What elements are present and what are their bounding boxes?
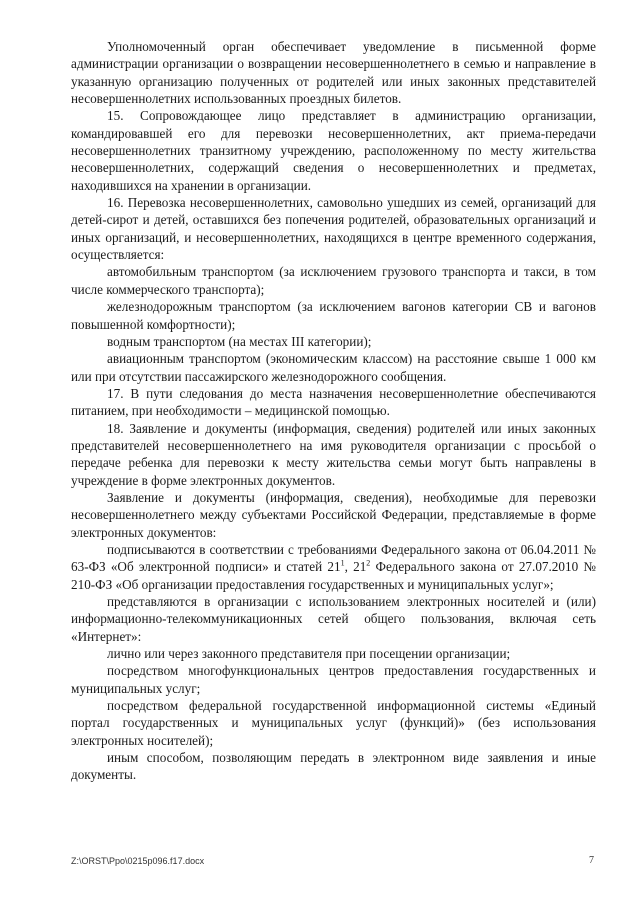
- paragraph-air-transport: авиационным транспортом (экономическим классом) на расстояние свыше 1 000 км или при отсутствии пассажирского железнодорожного сообщения.: [71, 351, 596, 384]
- document-body: [71, 38, 596, 784]
- paragraph-notification: Уполномоченный орган обеспечивает уведомление в письменной форме администрации организации о возвращении несовершеннолетнего в семью и направление в указанную организацию полученных от родителей или иных законных представителей несовершеннолетних использованных проездных билетов.: [71, 39, 596, 107]
- paragraph-17: 17. В пути следования до места назначения несовершеннолетние обеспечиваются питанием, при необходимости – медицинской помощью.: [71, 385, 596, 419]
- paragraph-18: 18. Заявление и документы (информация, сведения) родителей или иных законных представителей несовершеннолетнего на имя руководителя организации с просьбой о передаче ребенка для перевозки к месту жительства семьи могут быть направлены в учреждение в форме электронных документов.: [71, 420, 596, 488]
- paragraph-water-transport: водным транспортом (на местах III категории);: [107, 333, 372, 349]
- signing-text-mid: , 21: [344, 559, 367, 575]
- page-number: 7: [589, 855, 594, 866]
- paragraph-rail-transport: железнодорожным транспортом (за исключением вагонов категории СВ и вагонов повышенной комфортности);: [71, 299, 596, 332]
- paragraph-mfc: посредством многофункциональных центров предоставления государственных и муниципальных услуг;: [71, 663, 596, 696]
- paragraph-electronic-documents: Заявление и документы (информация, сведения), необходимые для перевозки несовершеннолетнего между субъектами Российской Федерации, представляемые в форме электронных документов:: [71, 489, 596, 540]
- paragraph-other-method: иным способом, позволяющим передать в электронном виде заявления и иные документы.: [71, 750, 596, 783]
- paragraph-gosuslugi: посредством федеральной государственной информационной системы «Единый портал государственных и муниципальных услуг (функций)» (без использования электронных носителей);: [71, 698, 596, 748]
- paragraph-16: 16. Перевозка несовершеннолетних, самовольно ушедших из семей, организаций для детей-сирот и детей, оставшихся без попечения родителей, образовательных организаций и иных организаций, и несовершеннолетних, находящихся в центре временного содержания, осуществляется:: [71, 195, 596, 263]
- footer-file-path: Z:\ORST\Ppo\0215p096.f17.docx: [71, 856, 205, 866]
- superscript-article-1: 1: [340, 558, 345, 568]
- paragraph-signing: [71, 541, 596, 593]
- paragraph-in-person: лично или через законного представителя при посещении организации;: [107, 646, 511, 662]
- paragraph-submission-channels: представляются в организации с использованием электронных носителей и (или) информационно-телекоммуникационных сетей общего пользования, включая сеть «Интернет»:: [71, 594, 596, 644]
- signing-text-end: Федерального закона от 27.07.2010 № 210-ФЗ «Об организации предоставления государственных и муниципальных услуг»;: [71, 559, 596, 592]
- signing-text-start: подписываются в соответствии с требованиями Федерального закона от 06.04.2011 № 63-ФЗ «Об электронной подписи» и статей 21: [71, 541, 596, 575]
- paragraph-auto-transport: автомобильным транспортом (за исключением грузового транспорта и такси, в том числе коммерческого транспорта);: [71, 264, 596, 297]
- paragraph-15: 15. Сопровождающее лицо представляет в администрацию организации, командировавшей его для перевозки несовершеннолетних, акт приема-передачи несовершеннолетних транзитному учреждению, расположенному по месту жительства несовершеннолетних, содержащий сведения о несовершеннолетних и предметах, находившихся на хранении в организации.: [71, 108, 596, 193]
- superscript-article-2: 2: [366, 558, 371, 568]
